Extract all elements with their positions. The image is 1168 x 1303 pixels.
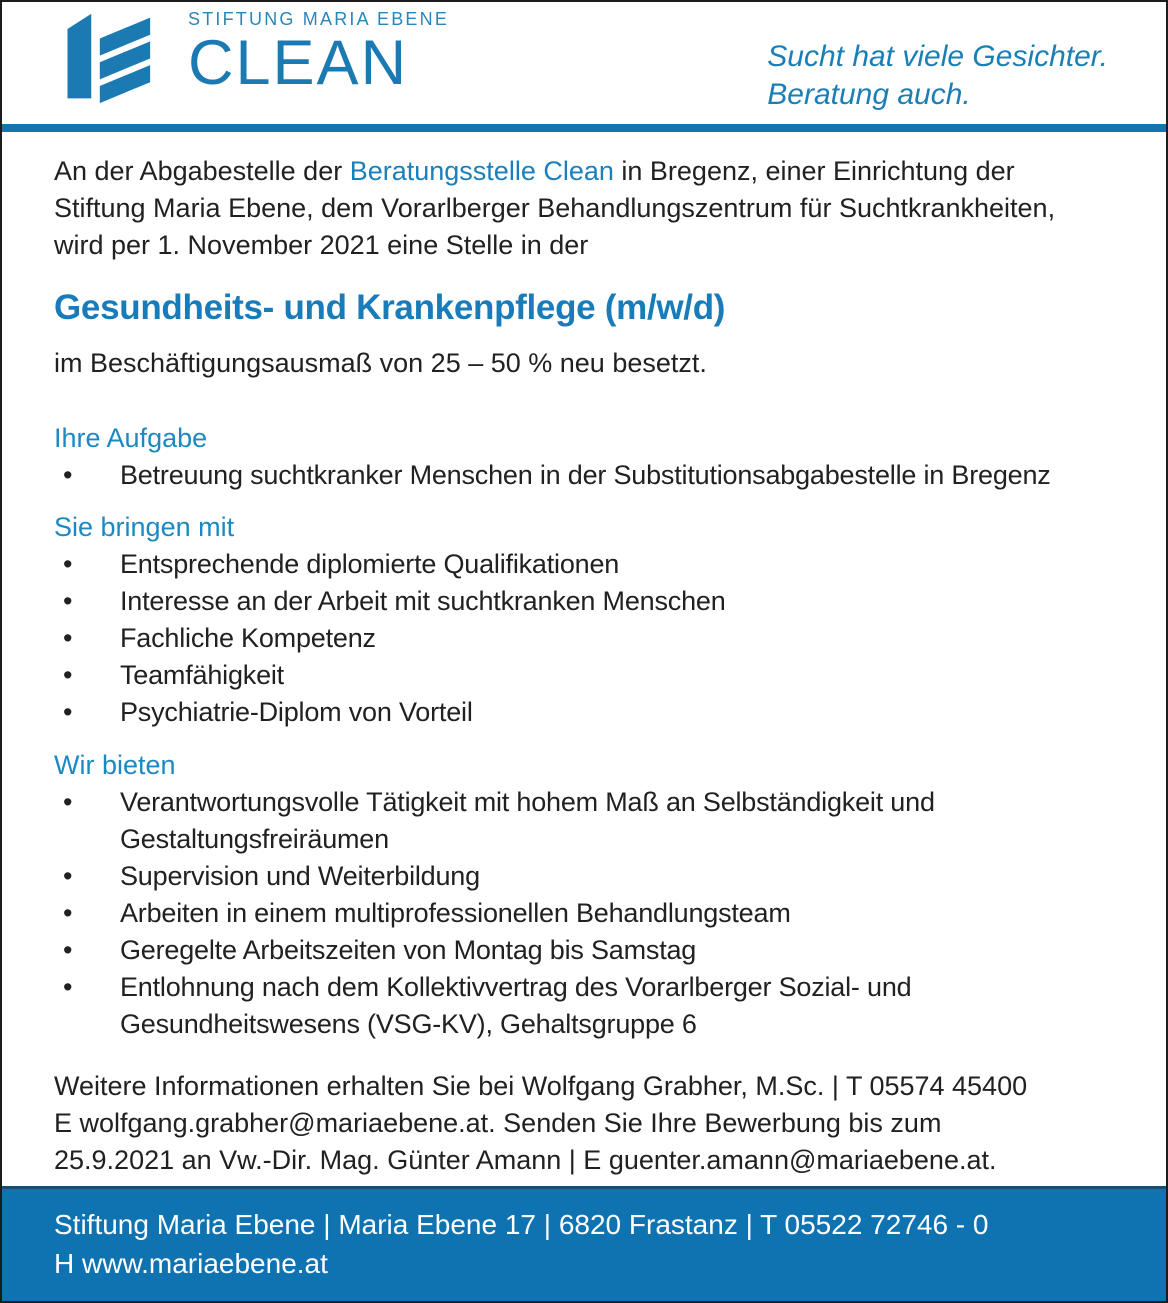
contact-line-2: E wolfgang.grabher@mariaebene.at. Senden Sie Ihre Bewerbung bis zum (54, 1108, 942, 1138)
contact-paragraph (54, 1068, 1122, 1179)
list-item-text: Entsprechende diplomierte Qualifikationen (120, 549, 620, 579)
bullet-icon: • (63, 697, 73, 727)
job-title: Gesundheits- und Krankenpflege (m/w/d) (54, 288, 726, 327)
section-heading: Ihre Aufgabe (54, 423, 208, 453)
section-ihre-aufgabe (54, 420, 1122, 494)
list-item-text: Psychiatrie-Diplom von Vorteil (120, 697, 473, 727)
slogan-line-1: Sucht hat viele Gesichter. (767, 40, 1108, 73)
maria-ebene-logo-icon (58, 10, 153, 105)
content (2, 153, 1166, 1179)
list-item (54, 969, 1122, 1043)
section-sie-bringen-mit (54, 509, 1122, 731)
section-wir-bieten (54, 747, 1122, 1043)
list-item (54, 583, 1122, 620)
list-item-text: Teamfähigkeit (120, 660, 284, 690)
bullet-icon: • (63, 460, 73, 490)
list-item (54, 457, 1122, 494)
bullet-icon: • (63, 935, 73, 965)
intro-line-3: wird per 1. November 2021 eine Stelle in der (54, 230, 589, 260)
bullet-list (54, 546, 1122, 731)
intro-text: An der Abgabestelle der (54, 156, 350, 186)
bullet-icon: • (63, 623, 73, 653)
list-item (54, 858, 1122, 895)
list-item-text: Supervision und Weiterbildung (120, 861, 480, 891)
brand-name: CLEAN (188, 28, 409, 98)
list-item (54, 694, 1122, 731)
bullet-icon: • (63, 787, 73, 817)
intro-paragraph (54, 153, 1122, 264)
list-item (54, 546, 1122, 583)
org-name: STIFTUNG MARIA EBENE (188, 9, 450, 29)
list-item-text: Interesse an der Arbeit mit suchtkranken Menschen (120, 586, 726, 616)
brand-block (188, 9, 450, 98)
intro-line-1 (54, 153, 1122, 190)
slogan-line-2: Beratung auch. (767, 78, 971, 111)
list-item (54, 657, 1122, 694)
bullet-icon: • (63, 660, 73, 690)
bullet-icon: • (63, 586, 73, 616)
list-item (54, 932, 1122, 969)
list-item (54, 895, 1122, 932)
list-item-text: Geregelte Arbeitszeiten von Montag bis Samstag (120, 935, 697, 965)
intro-highlight: Beratungsstelle Clean (349, 156, 614, 186)
list-item (54, 784, 1122, 858)
intro-line-2: Stiftung Maria Ebene, dem Vorarlberger Behandlungszentrum für Suchtkrankheiten, (54, 193, 1056, 223)
contact-line-3: 25.9.2021 an Vw.-Dir. Mag. Günter Amann | E guenter.amann@mariaebene.at. (54, 1145, 997, 1175)
footer-bar (2, 1186, 1166, 1301)
bullet-icon: • (63, 549, 73, 579)
contact-line-1: Weitere Informationen erhalten Sie bei Wolfgang Grabher, M.Sc. | T 05574 45400 (54, 1071, 1028, 1101)
slogan (767, 38, 1108, 114)
employment-note: im Beschäftigungsausmaß von 25 – 50 % neu besetzt. (54, 348, 707, 378)
bullet-list (54, 784, 1122, 1043)
section-heading: Sie bringen mit (54, 512, 235, 542)
header (2, 2, 1166, 124)
bullet-icon: • (63, 861, 73, 891)
footer-website-line: H www.mariaebene.at (54, 1248, 328, 1279)
section-heading: Wir bieten (54, 750, 176, 780)
header-divider-bar (2, 124, 1166, 132)
intro-text: in Bregenz, einer Einrichtung der (613, 156, 1015, 186)
list-item-text: Verantwortungsvolle Tätigkeit mit hohem Maß an Selbständigkeit und Gestaltungsfreiräumen (120, 787, 935, 854)
bullet-icon: • (63, 898, 73, 928)
list-item-text: Arbeiten in einem multiprofessionellen Behandlungsteam (120, 898, 791, 928)
list-item (54, 620, 1122, 657)
footer-address-line: Stiftung Maria Ebene | Maria Ebene 17 | 6820 Frastanz | T 05522 72746 - 0 (54, 1209, 989, 1240)
bullet-list (54, 457, 1122, 494)
list-item-text: Betreuung suchtkranker Menschen in der Substitutionsabgabestelle in Bregenz (120, 460, 1051, 490)
list-item-text: Entlohnung nach dem Kollektivvertrag des Vorarlberger Sozial- und Gesundheitswesens (VSG-KV), Gehaltsgruppe 6 (120, 972, 912, 1039)
list-item-text: Fachliche Kompetenz (120, 623, 376, 653)
bullet-icon: • (63, 972, 73, 1002)
